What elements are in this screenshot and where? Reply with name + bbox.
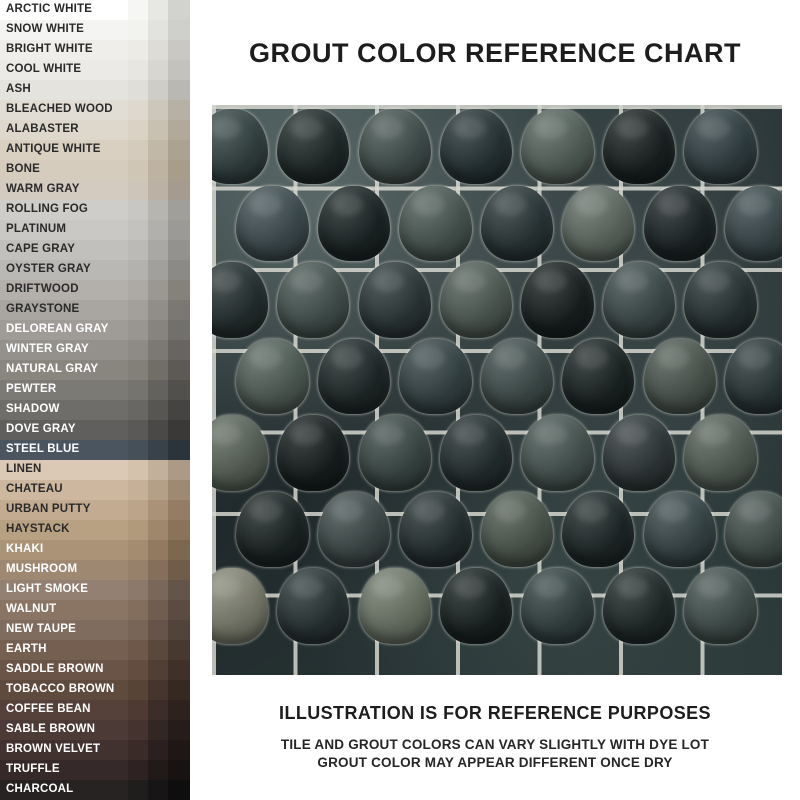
swatch-chip (148, 420, 168, 440)
footer-disclaimer-lines (190, 736, 800, 772)
mosaic-tile (399, 492, 471, 567)
swatch-row[interactable] (0, 700, 190, 720)
swatch-label: ARCTIC WHITE (0, 0, 128, 20)
swatch-chip (148, 540, 168, 560)
swatch-chip (168, 660, 190, 680)
mosaic-tile (236, 186, 308, 261)
swatch-chip (168, 580, 190, 600)
swatch-chip (168, 540, 190, 560)
swatch-row[interactable] (0, 280, 190, 300)
swatch-chip (148, 240, 168, 260)
swatch-chip (168, 620, 190, 640)
swatch-label: DRIFTWOOD (0, 280, 128, 300)
swatch-chip (128, 600, 148, 620)
swatch-chip (128, 560, 148, 580)
swatch-chip (168, 100, 190, 120)
swatch-chip (168, 360, 190, 380)
swatch-chip (168, 320, 190, 340)
mosaic-tile (318, 492, 390, 567)
swatch-chip (148, 460, 168, 480)
swatch-label: WINTER GRAY (0, 340, 128, 360)
mosaic-tile (277, 415, 349, 490)
mosaic-tile (359, 415, 431, 490)
swatch-chip (128, 260, 148, 280)
swatch-chip (148, 640, 168, 660)
swatch-row[interactable] (0, 140, 190, 160)
swatch-label: CAPE GRAY (0, 240, 128, 260)
swatch-chip (128, 160, 148, 180)
swatch-label: TRUFFLE (0, 760, 128, 780)
swatch-label: SHADOW (0, 400, 128, 420)
swatch-label: URBAN PUTTY (0, 500, 128, 520)
swatch-row[interactable] (0, 20, 190, 40)
swatch-label: MUSHROOM (0, 560, 128, 580)
swatch-row[interactable] (0, 560, 190, 580)
mosaic-tile (521, 568, 593, 643)
swatch-row[interactable] (0, 520, 190, 540)
tile-illustration (212, 105, 782, 675)
swatch-chip (148, 100, 168, 120)
swatch-label: KHAKI (0, 540, 128, 560)
chart-content (190, 0, 800, 800)
swatch-chip (128, 440, 148, 460)
swatch-chip (168, 200, 190, 220)
swatch-chip (128, 140, 148, 160)
swatch-chip (128, 780, 148, 800)
swatch-chip (128, 760, 148, 780)
swatch-chip (128, 320, 148, 340)
swatch-chip (168, 80, 190, 100)
mosaic-tile (603, 109, 675, 184)
swatch-label: ASH (0, 80, 128, 100)
swatch-chip (168, 40, 190, 60)
swatch-chip (148, 340, 168, 360)
mosaic-tile (684, 568, 756, 643)
swatch-chip (148, 60, 168, 80)
swatch-chip (168, 600, 190, 620)
swatch-row[interactable] (0, 360, 190, 380)
mosaic-tile (644, 339, 716, 414)
swatch-chip (168, 280, 190, 300)
swatch-label: BONE (0, 160, 128, 180)
swatch-chip (128, 60, 148, 80)
swatch-chip (128, 200, 148, 220)
swatch-chip (148, 560, 168, 580)
footer-disclaimer-heading: ILLUSTRATION IS FOR REFERENCE PURPOSES (279, 703, 711, 723)
swatch-chip (128, 720, 148, 740)
swatch-label: COFFEE BEAN (0, 700, 128, 720)
swatch-chip (168, 300, 190, 320)
mosaic-tile (440, 568, 512, 643)
mosaic-tile (277, 262, 349, 337)
swatch-row[interactable] (0, 300, 190, 320)
swatch-chip (128, 740, 148, 760)
swatch-legend-column (0, 0, 190, 800)
swatch-chip (148, 480, 168, 500)
swatch-label: HAYSTACK (0, 520, 128, 540)
swatch-label: OYSTER GRAY (0, 260, 128, 280)
swatch-row[interactable] (0, 440, 190, 460)
swatch-row[interactable] (0, 40, 190, 60)
swatch-row[interactable] (0, 480, 190, 500)
swatch-chip (128, 220, 148, 240)
swatch-chip (168, 380, 190, 400)
mosaic-tile (684, 415, 756, 490)
swatch-row[interactable] (0, 400, 190, 420)
mosaic-tile (603, 415, 675, 490)
swatch-chip (148, 200, 168, 220)
swatch-chip (168, 500, 190, 520)
swatch-chip (148, 740, 168, 760)
swatch-chip (148, 400, 168, 420)
mosaic-tile (318, 339, 390, 414)
mosaic-tile (521, 109, 593, 184)
swatch-label: PEWTER (0, 380, 128, 400)
swatch-label: ALABASTER (0, 120, 128, 140)
swatch-label: CHATEAU (0, 480, 128, 500)
mosaic-tile (399, 186, 471, 261)
swatch-row[interactable] (0, 160, 190, 180)
swatch-chip (168, 220, 190, 240)
swatch-chip (168, 180, 190, 200)
swatch-label: BROWN VELVET (0, 740, 128, 760)
mosaic-tile (359, 262, 431, 337)
swatch-chip (168, 440, 190, 460)
mosaic-tile (684, 109, 756, 184)
mosaic-tile (236, 339, 308, 414)
mosaic-tile (644, 186, 716, 261)
swatch-label: BRIGHT WHITE (0, 40, 128, 60)
swatch-chip (168, 260, 190, 280)
swatch-chip (128, 240, 148, 260)
swatch-chip (148, 140, 168, 160)
page-title: GROUT COLOR REFERENCE CHART (249, 38, 741, 68)
swatch-label: TOBACCO BROWN (0, 680, 128, 700)
swatch-chip (148, 300, 168, 320)
mosaic-tile (562, 339, 634, 414)
swatch-label: LIGHT SMOKE (0, 580, 128, 600)
swatch-row[interactable] (0, 100, 190, 120)
swatch-row[interactable] (0, 80, 190, 100)
swatch-chip (148, 40, 168, 60)
swatch-chip (148, 720, 168, 740)
swatch-chip (148, 760, 168, 780)
swatch-chip (168, 120, 190, 140)
swatch-row[interactable] (0, 620, 190, 640)
swatch-label: WALNUT (0, 600, 128, 620)
mosaic-tile (277, 109, 349, 184)
swatch-row[interactable] (0, 60, 190, 80)
swatch-chip (168, 760, 190, 780)
swatch-row[interactable] (0, 260, 190, 280)
swatch-label: ANTIQUE WHITE (0, 140, 128, 160)
swatch-chip (128, 420, 148, 440)
swatch-label: PLATINUM (0, 220, 128, 240)
swatch-label: STEEL BLUE (0, 440, 128, 460)
swatch-chip (128, 540, 148, 560)
swatch-chip (148, 500, 168, 520)
swatch-chip (128, 100, 148, 120)
mosaic-tile (521, 415, 593, 490)
swatch-label: SNOW WHITE (0, 20, 128, 40)
mosaic-tile (603, 568, 675, 643)
swatch-chip (128, 680, 148, 700)
swatch-chip (148, 260, 168, 280)
swatch-row[interactable] (0, 200, 190, 220)
swatch-label: NEW TAUPE (0, 620, 128, 640)
footer-line-1: TILE AND GROUT COLORS CAN VARY SLIGHTLY WITH DYE LOT (280, 737, 710, 752)
swatch-chip (128, 20, 148, 40)
swatch-chip (128, 580, 148, 600)
swatch-chip (148, 780, 168, 800)
swatch-chip (128, 480, 148, 500)
swatch-row[interactable] (0, 0, 190, 20)
swatch-chip (168, 420, 190, 440)
swatch-row[interactable] (0, 600, 190, 620)
swatch-chip (128, 660, 148, 680)
swatch-chip (148, 660, 168, 680)
swatch-row[interactable] (0, 180, 190, 200)
swatch-chip (128, 620, 148, 640)
swatch-row[interactable] (0, 340, 190, 360)
swatch-chip (168, 680, 190, 700)
swatch-label: BLEACHED WOOD (0, 100, 128, 120)
swatch-chip (168, 400, 190, 420)
swatch-chip (148, 280, 168, 300)
swatch-label: NATURAL GRAY (0, 360, 128, 380)
footer-line-2: GROUT COLOR MAY APPEAR DIFFERENT ONCE DRY (317, 755, 673, 770)
swatch-label: CHARCOAL (0, 780, 128, 800)
swatch-chip (148, 120, 168, 140)
swatch-chip (128, 380, 148, 400)
swatch-chip (148, 600, 168, 620)
mosaic-tile (440, 415, 512, 490)
swatch-row[interactable] (0, 740, 190, 760)
swatch-chip (128, 700, 148, 720)
swatch-row[interactable] (0, 220, 190, 240)
swatch-label: COOL WHITE (0, 60, 128, 80)
swatch-label: SABLE BROWN (0, 720, 128, 740)
swatch-chip (128, 520, 148, 540)
swatch-row[interactable] (0, 720, 190, 740)
swatch-chip (148, 520, 168, 540)
mosaic-tile (236, 492, 308, 567)
swatch-chip (168, 20, 190, 40)
swatch-chip (128, 340, 148, 360)
mosaic-tile (481, 492, 553, 567)
swatch-chip (128, 0, 148, 20)
swatch-chip (128, 400, 148, 420)
swatch-label: LINEN (0, 460, 128, 480)
swatch-label: DOVE GRAY (0, 420, 128, 440)
mosaic-tile (603, 262, 675, 337)
mosaic-tile (318, 186, 390, 261)
swatch-chip (148, 0, 168, 20)
swatch-chip (128, 360, 148, 380)
swatch-chip (148, 20, 168, 40)
swatch-chip (168, 140, 190, 160)
swatch-row[interactable] (0, 580, 190, 600)
swatch-row[interactable] (0, 380, 190, 400)
swatch-row[interactable] (0, 640, 190, 660)
swatch-chip (128, 300, 148, 320)
mosaic-tile (481, 339, 553, 414)
swatch-row[interactable] (0, 120, 190, 140)
swatch-label: SADDLE BROWN (0, 660, 128, 680)
swatch-chip (128, 500, 148, 520)
swatch-chip (168, 780, 190, 800)
swatch-chip (168, 700, 190, 720)
swatch-chip (168, 720, 190, 740)
mosaic-tile (359, 568, 431, 643)
swatch-chip (168, 340, 190, 360)
swatch-chip (128, 640, 148, 660)
swatch-chip (168, 640, 190, 660)
swatch-row[interactable] (0, 500, 190, 520)
swatch-chip (168, 520, 190, 540)
swatch-chip (128, 80, 148, 100)
swatch-row[interactable] (0, 320, 190, 340)
swatch-chip (168, 560, 190, 580)
mosaic-tile (562, 492, 634, 567)
mosaic-tile (521, 262, 593, 337)
swatch-chip (148, 700, 168, 720)
swatch-label: GRAYSTONE (0, 300, 128, 320)
swatch-row[interactable] (0, 240, 190, 260)
mosaic-tile (277, 568, 349, 643)
swatch-chip (148, 380, 168, 400)
swatch-chip (148, 620, 168, 640)
swatch-chip (128, 40, 148, 60)
swatch-chip (148, 680, 168, 700)
swatch-chip (148, 160, 168, 180)
swatch-row[interactable] (0, 680, 190, 700)
swatch-chip (128, 460, 148, 480)
swatch-label: ROLLING FOG (0, 200, 128, 220)
swatch-chip (128, 180, 148, 200)
swatch-row[interactable] (0, 420, 190, 440)
swatch-chip (148, 180, 168, 200)
swatch-row[interactable] (0, 780, 190, 800)
swatch-chip (168, 0, 190, 20)
swatch-chip (128, 280, 148, 300)
swatch-chip (168, 60, 190, 80)
swatch-chip (148, 440, 168, 460)
swatch-chip (148, 320, 168, 340)
swatch-chip (168, 240, 190, 260)
swatch-chip (168, 480, 190, 500)
swatch-label: DELOREAN GRAY (0, 320, 128, 340)
swatch-row[interactable] (0, 460, 190, 480)
mosaic-tile (481, 186, 553, 261)
swatch-chip (168, 740, 190, 760)
mosaic-tile (644, 492, 716, 567)
mosaic-tile (359, 109, 431, 184)
swatch-chip (168, 460, 190, 480)
mosaic-tile (399, 339, 471, 414)
swatch-chip (148, 220, 168, 240)
swatch-label: EARTH (0, 640, 128, 660)
swatch-chip (148, 360, 168, 380)
swatch-chip (128, 120, 148, 140)
swatch-chip (168, 160, 190, 180)
mosaic-tile (440, 109, 512, 184)
swatch-row[interactable] (0, 660, 190, 680)
swatch-row[interactable] (0, 540, 190, 560)
swatch-row[interactable] (0, 760, 190, 780)
swatch-label: WARM GRAY (0, 180, 128, 200)
mosaic-tile (440, 262, 512, 337)
mosaic-tile (684, 262, 756, 337)
swatch-chip (148, 580, 168, 600)
swatch-chip (148, 80, 168, 100)
